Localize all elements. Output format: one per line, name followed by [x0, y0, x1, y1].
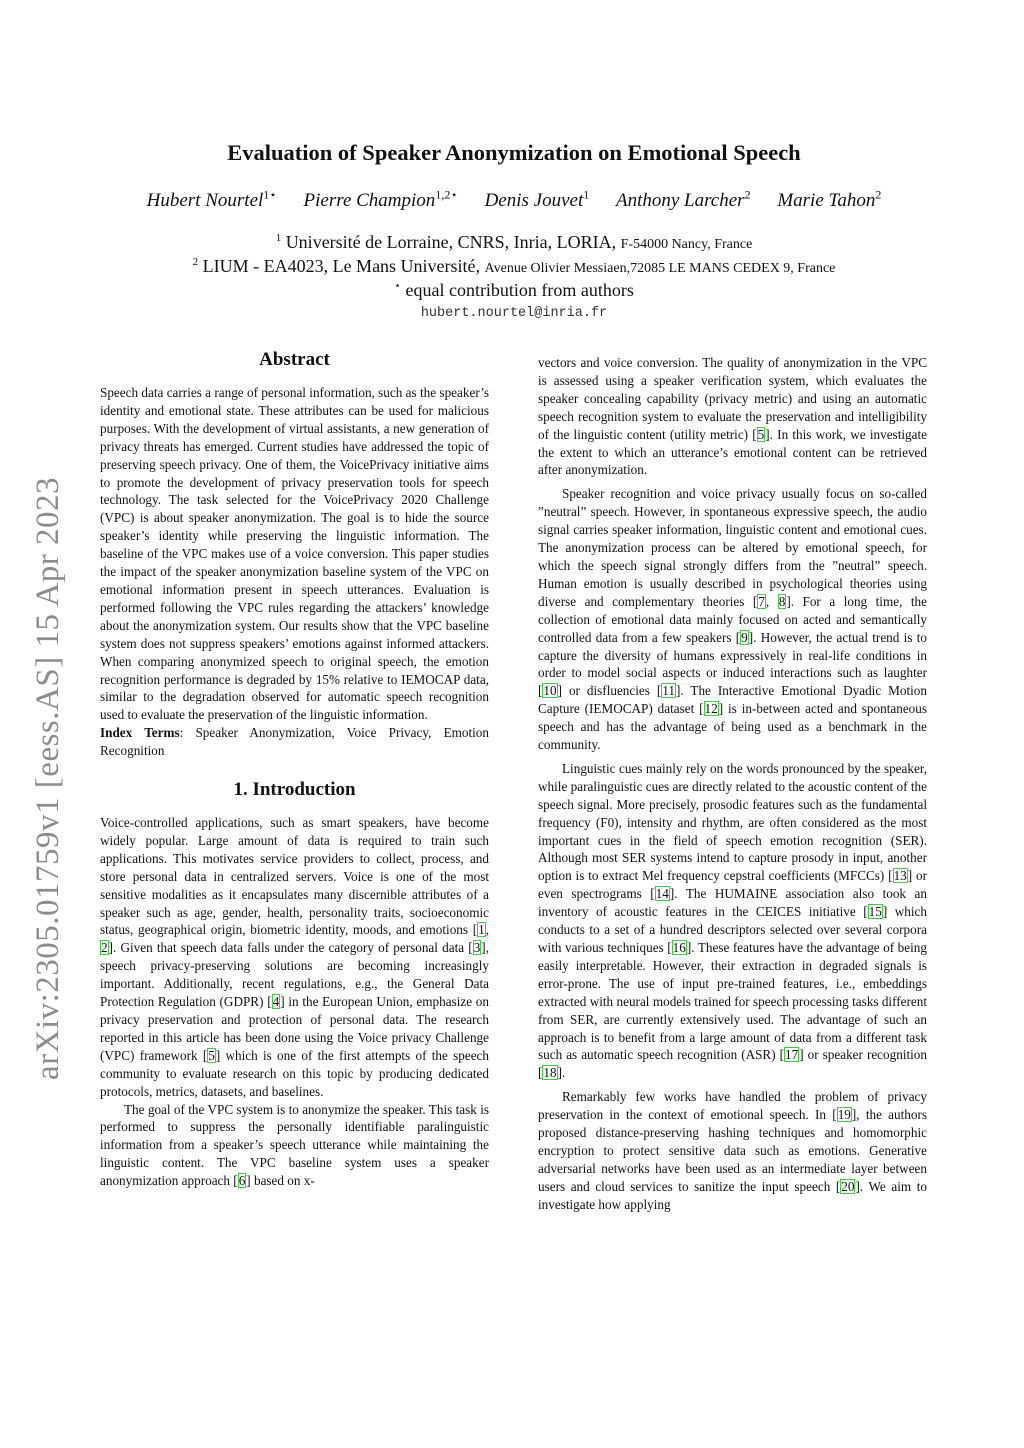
- citation-link[interactable]: 15: [868, 904, 882, 920]
- right-paragraph-1: vectors and voice conversion. The quality of anonymization in the VPC is assessed using a speaker verification system, which evaluates the speaker concealing capability (privacy metric) and using an automatic speech recognition system to evaluate the preservation and intelligibility of the linguistic content (utility metric) [5]. In this work, we investigate the extent to which an utterance’s emotional content can be retrieved after anonymization.: [538, 355, 927, 478]
- right-paragraph-4: Remarkably few works have handled the problem of privacy preservation in the context of emotional speech. In [19], the authors proposed distance-preserving hashing techniques and homomorphic encryption to protect sensitive data such as emotions. Generative adversarial networks have been used as an intermediate layer between users and cloud services to sanitize the input speech [20]. We aim to investigate how applying: [538, 1089, 928, 1212]
- citation-link[interactable]: 5: [208, 1047, 215, 1063]
- citation-link[interactable]: 16: [672, 940, 686, 955]
- section-heading-introduction: 1. Introduction: [233, 779, 356, 801]
- index-terms: Index Terms: Speaker Anonymization, Voice Privacy, Emotion Recognition: [100, 725, 489, 759]
- author: Pierre Champion$^{1,2⋆}$: [303, 188, 458, 212]
- author: Anthony Larcher$^2$: [615, 188, 751, 212]
- citation-link[interactable]: 10: [543, 683, 557, 699]
- abstract-heading: Abstract: [259, 349, 330, 370]
- author: Hubert Nourtel$^{1⋆}$: [146, 188, 277, 212]
- citation-link[interactable]: 17: [785, 1047, 799, 1063]
- citation-link[interactable]: 18: [543, 1065, 557, 1081]
- intro-paragraph-1: Voice-controlled applications, such as smart speakers, have become widely popular. Large amount of data is required to train such applications. This motivates service providers to collect, process, and store personal data in centralized servers. Voice is one of the most sensitive modalities as it encapsulates many discernible attributes of a speaker such as age, gender, health, personality traits, socioeconomic status, geographical origin, biometric identity, moods, and emotions [1, 2]. Given that speech data falls under the category of personal data [3], speech privacy-preserving solutions are becoming increasingly important. Additionally, recent regulations, e.g., the General Data Protection Regulation (GDPR) [4] in the European Union, emphasize on privacy preservation and protection of personal data. The research reported in this article has been done using the Voice privacy Challenge (VPC) framework [5] which is one of the first attempts of the speech community to evaluate research on this topic by producing dedicated protocols, metrics, datasets, and baselines.: [100, 815, 490, 1099]
- abstract-text: Speech data carries a range of personal information, such as the speaker’s identity and emotional state. These attributes can be used for malicious purposes. With the development of virtual assistants, a new generation of privacy threats has emerged. Current studies have addressed the topic of preserving speech privacy. One of them, the VoicePrivacy initiative aims to promote the development of privacy preservation tools for speech technology. The task selected for the VoicePrivacy 2020 Challenge (VPC) is about speaker anonymization. The goal is to hide the source speaker’s identity while preserving the linguistic information. The baseline of the VPC makes use of a voice conversion. This paper studies the impact of the speaker anonymization baseline system of the VPC on emotional information present in speech utterances. Evaluation is performed following the VPC rules regarding the attackers’ knowledge about the anonymization system. Our results show that the VPC baseline system does not suppress speakers’ emotions against informed attackers. When comparing anonymized speech to original speech, the emotion recognition performance is degraded by 15% relative to IEMOCAP data, similar to the degradation observed for automatic speech recognition used to evaluate the preservation of the linguistic information.: [100, 385, 489, 723]
- citation-link[interactable]: 13: [893, 868, 907, 884]
- affiliation-1: $^1$ Université de Lorraine, CNRS, Inria, LORIA, F-54000 Nancy, France: [275, 232, 753, 252]
- right-column: [538, 354, 927, 1214]
- citation-link[interactable]: 11: [662, 683, 675, 699]
- citation-link[interactable]: 19: [837, 1107, 851, 1123]
- paper-title: Evaluation of Speaker Anonymization on Emotional Speech: [227, 140, 801, 165]
- intro-paragraph-2: The goal of the VPC system is to anonymize the speaker. This task is performed to suppress the personally identifiable paralinguistic information from a speaker’s speech utterance while maintaining the linguistic content. The VPC baseline system uses a speaker anonymization approach [6] based on x-: [100, 1101, 489, 1189]
- citation-link[interactable]: 12: [704, 701, 718, 717]
- citation-link[interactable]: 9: [741, 629, 748, 645]
- contact-email[interactable]: hubert.nourtel@inria.fr: [420, 306, 608, 321]
- citation-link[interactable]: 2: [101, 940, 108, 956]
- equal-contribution-note: ⋆ equal contribution from authors: [394, 280, 634, 300]
- right-paragraph-3: Linguistic cues mainly rely on the words pronounced by the speaker, while paralinguistic cues are directly related to the acoustic content of the speech signal. More precisely, prosodic features such as the fundamental frequency (F0), intensity and rhythm, are often considered as the most important cues in the field of speech emotion recognition (SER). Although most SER systems intend to capture prosody in input, another option is to extract Mel frequency cepstral coefficients (MFCCs) [13] or even spectrograms [14]. The HUMAINE association also took an inventory of acoustic features in the CEICES initiative [15] which conducts to a set of a hundred descriptors selected over several corpora with various techniques [16]. These features have the advantage of being easily interpretable. However, their extraction in degraded signals is error-prone. The use of input pre-trained features, i.e., embeddings extracted with neural models trained for speech processing tasks different from SER, are currently extensively used. The advantage of such an approach is to benefit from a large amount of data from a different task such as automatic speech recognition (ASR) [17] or speaker recognition [18].: [538, 760, 927, 1081]
- citation-link[interactable]: 6: [238, 1173, 246, 1189]
- citation-link[interactable]: 5: [757, 426, 765, 442]
- author: Denis Jouvet$^1$: [484, 188, 590, 212]
- citation-link[interactable]: 20: [841, 1178, 855, 1194]
- left-column: [100, 348, 489, 1190]
- citation-link[interactable]: 4: [272, 994, 280, 1010]
- right-paragraph-2: Speaker recognition and voice privacy usually focus on so-called ”neutral” speech. However, in spontaneous expressive speech, the audio signal carries speaker information, linguistic content and emotional cues. The anonymization process can be altered by emotional speech, for which the speech signal strongly differs from the ”neutral” speech. Human emotion is usually described in psychological theories using diverse and complementary theories [7, 8]. For a long time, the collection of emotional data mainly focused on acted and semantically controlled data from a few speakers [9]. However, the actual trend is to capture the diversity of humans expressively in real-life conditions in order to model social aspects or induced interactions such as laughter [10] or disfluencies [11]. The Interactive Emotional Dyadic Motion Capture (IEMOCAP) dataset [12] is in-between acted and spontaneous speech and has the advantage of being used as a benchmark in the community.: [538, 486, 927, 753]
- arxiv-identifier: arXiv:2305.01759v1 [eess.AS] 15 Apr 2023: [30, 477, 66, 1080]
- citation-link[interactable]: 8: [778, 593, 786, 609]
- affiliation-2: $^2$ LIUM - EA4023, Le Mans Université, Avenue Olivier Messiaen,72085 LE MANS CEDEX 9, France: [192, 256, 836, 276]
- author-list: [100, 188, 928, 212]
- citation-link[interactable]: 14: [655, 886, 669, 902]
- citation-link[interactable]: 3: [473, 940, 481, 956]
- author: Marie Tahon$^2$: [777, 188, 882, 212]
- citation-link[interactable]: 1: [478, 922, 485, 938]
- citation-link[interactable]: 7: [758, 593, 765, 609]
